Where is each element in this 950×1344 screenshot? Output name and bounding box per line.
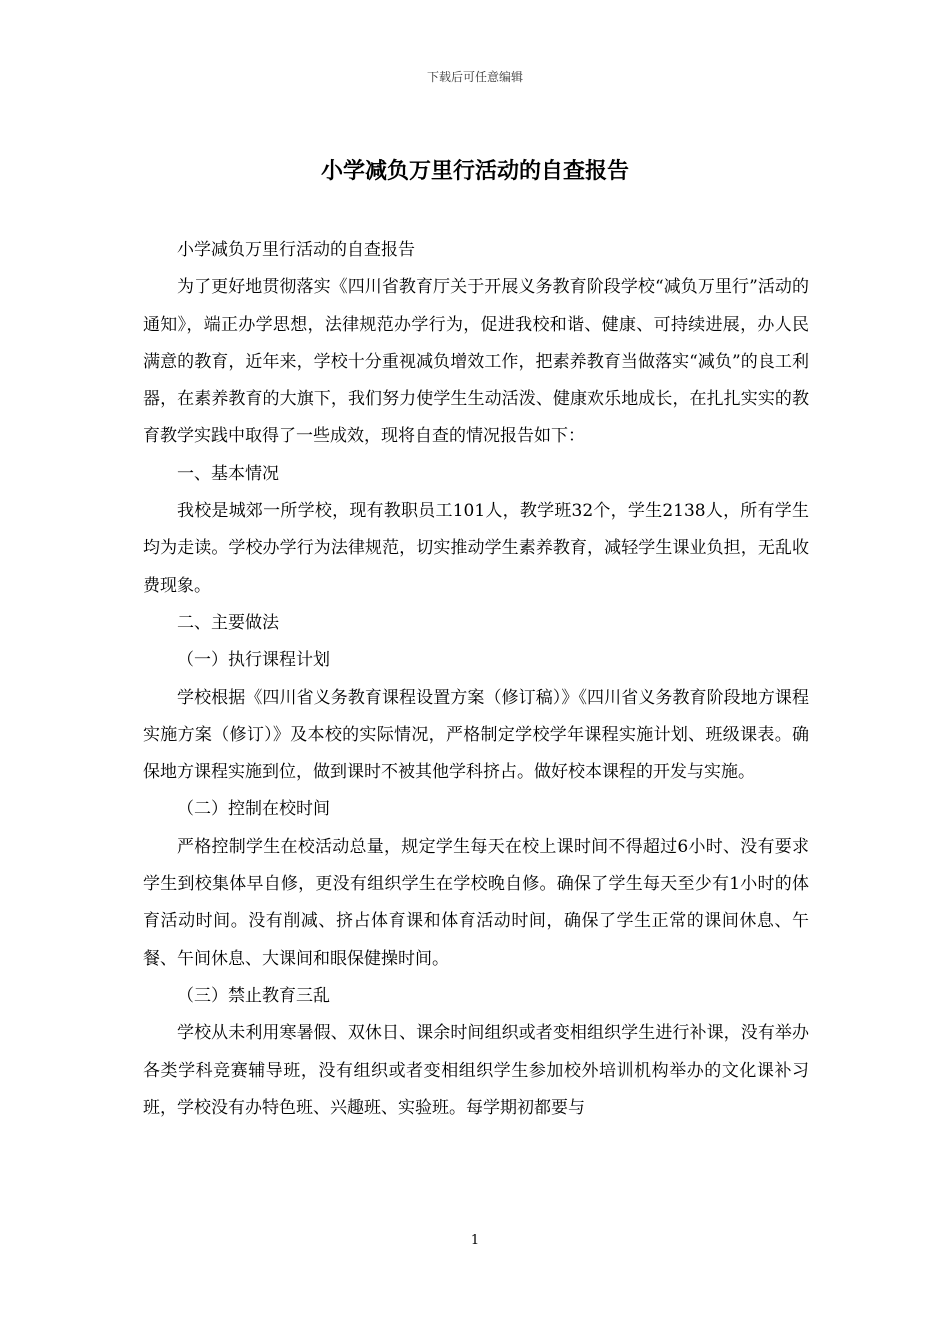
document-title: 小学减负万里行活动的自查报告 [320,158,629,184]
page-header-note: 下载后可任意编辑 [426,70,523,84]
section-heading-main-practices: 二、主要做法 [177,612,279,633]
document-body [143,232,809,1127]
page-number: 1 [470,1233,480,1248]
paragraph-three-prohibitions: 学校从未利用寒暑假、双休日、课余时间组织或者变相组织学生进行补课，没有举办各类学科竞赛辅导班，没有组织或者变相组织学生参加校外培训机构举办的文化课补习班，学校没有办特色班、兴趣班、实验班。每学期初都要与 [143,1023,809,1118]
subsection-heading-school-time: （二）控制在校时间 [177,799,330,820]
paragraph-subtitle: 小学减负万里行活动的自查报告 [177,240,415,260]
paragraph-school-time: 严格控制学生在校活动总量，规定学生每天在校上课时间不得超过6小时、没有要求学生到校集体早自修，更没有组织学生在学校晚自修。确保了学生每天至少有1小时的体育活动时间。没有削减、挤占体育课和体育活动时间，确保了学生正常的课间休息、午餐、午间休息、大课间和眼保健操时间。 [143,836,809,969]
section-heading-basic-situation: 一、基本情况 [177,463,279,484]
paragraph-basic-situation: 我校是城郊一所学校，现有教职员工101人，教学班32个，学生2138人，所有学生均为走读。学校办学行为法律规范，切实推动学生素养教育，减轻学生课业负担，无乱收费现象。 [143,501,809,596]
subsection-heading-curriculum: （一）执行课程计划 [177,650,330,671]
paragraph-intro: 为了更好地贯彻落实《四川省教育厅关于开展义务教育阶段学校“减负万里行”活动的通知》，端正办学思想，法律规范办学行为，促进我校和谐、健康、可持续进展，办人民满意的教育，近年来，学校十分重视减负增效工作，把素养教育当做落实“减负”的良工利器，在素养教育的大旗下，我们努力使学生生动活泼、健康欢乐地成长，在扎扎实实的教育教学实践中取得了一些成效，现将自查的情况报告如下： [143,277,809,447]
paragraph-curriculum: 学校根据《四川省义务教育课程设置方案（修订稿）》《四川省义务教育阶段地方课程实施方案（修订）》及本校的实际情况，严格制定学校学年课程实施计划、班级课表。确保地方课程实施到位，做到课时不被其他学科挤占。做好校本课程的开发与实施。 [143,687,809,783]
subsection-heading-three-prohibitions: （三）禁止教育三乱 [177,985,330,1006]
